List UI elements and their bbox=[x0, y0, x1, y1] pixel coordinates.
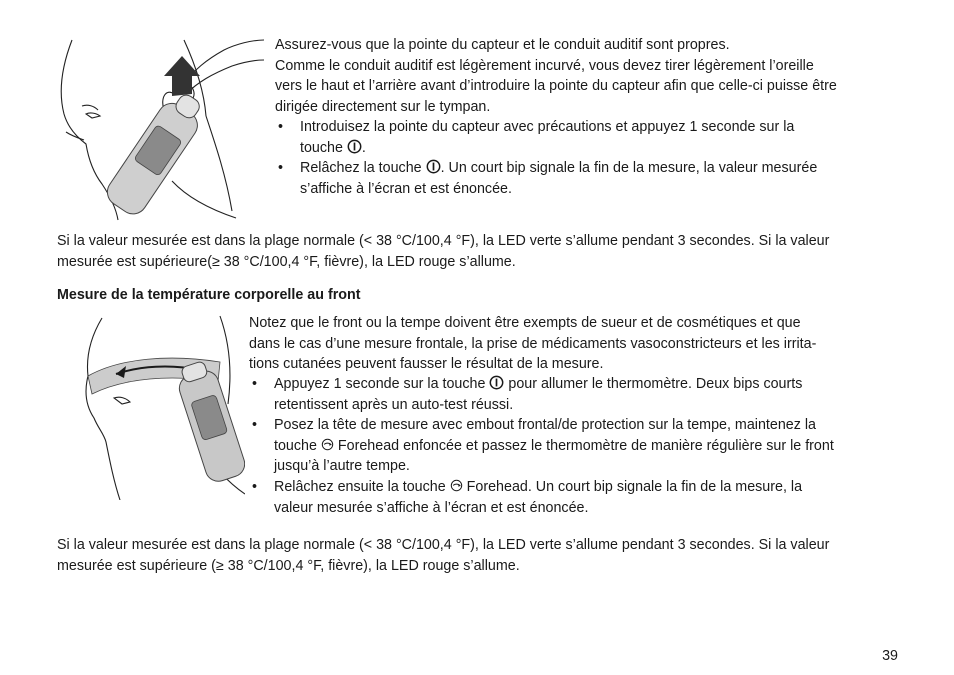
list-item bbox=[249, 374, 834, 415]
ear-result-line: mesurée est supérieure(≥ 38 °C/100,4 °F, fièvre), la LED rouge s’allume. bbox=[57, 253, 516, 270]
list-item bbox=[249, 477, 834, 518]
forehead-bullet3-line2: valeur mesurée s’affiche à l’écran et est énoncée. bbox=[274, 499, 589, 516]
ear-intro-line: vers le haut et l’arrière avant d’introduire la pointe du capteur afin que celle-ci puisse être bbox=[275, 78, 837, 95]
forehead-bullet-list bbox=[249, 374, 834, 518]
ear-bullet1-line2 bbox=[300, 138, 817, 159]
forehead-bullet3-rest: Forehead. Un court bip signale la fin de la mesure, la bbox=[466, 478, 803, 495]
ear-intro-line: Assurez-vous que la pointe du capteur et le conduit auditif sont propres. bbox=[275, 37, 730, 53]
page-number: 39 bbox=[882, 648, 898, 664]
forehead-intro-line: tions cutanées peuvent fausser le résultat de la mesure. bbox=[249, 356, 604, 373]
ear-intro bbox=[275, 35, 837, 117]
forehead-bullet1-rest: pour allumer le thermomètre. Deux bips courts bbox=[508, 376, 803, 392]
ear-intro-line: Comme le conduit auditif est légèrement incurvé, vous devez tirer légèrement l’oreille bbox=[275, 57, 814, 74]
forehead-bullet2-rest: Forehead enfoncée et passez le thermomètre de manière régulière sur le front bbox=[337, 437, 834, 454]
ear-bullet1-text: touche bbox=[300, 139, 343, 156]
forehead-bullet2-line3: jusqu’à l’autre tempe. bbox=[274, 458, 410, 475]
power-button-icon bbox=[347, 139, 362, 154]
power-button-icon bbox=[489, 375, 504, 390]
ear-bullet2-rest: . Un court bip signale la fin de la mesure, la valeur mesurée bbox=[440, 160, 818, 177]
forehead-intro-line: dans le cas d’une mesure frontale, la prise de médicaments vasoconstricteurs et les irrita- bbox=[249, 335, 817, 352]
ear-result bbox=[57, 231, 829, 272]
forehead-result-line: mesurée est supérieure (≥ 38 °C/100,4 °F, fièvre), la LED rouge s’allume. bbox=[57, 557, 520, 574]
ear-intro-line: dirigée directement sur le tympan. bbox=[275, 98, 491, 115]
ear-bullet2-line1 bbox=[300, 158, 817, 179]
forehead-bullet2-start: touche bbox=[274, 437, 317, 454]
forehead-result bbox=[57, 535, 829, 576]
forehead-bullet2-line1: • Posez la tête de mesure avec embout frontal/de protection sur la tempe, maintenez la bbox=[274, 417, 816, 434]
forehead-bullet3-line1 bbox=[274, 477, 834, 498]
forehead-bullet1-line1 bbox=[274, 374, 834, 395]
forehead-intro-line: Notez que le front ou la tempe doivent être exempts de sueur et de cosmétiques et que bbox=[249, 315, 801, 331]
ear-bullet1-line1: • Introduisez la pointe du capteur avec précautions et appuyez 1 seconde sur la bbox=[300, 119, 795, 135]
list-item bbox=[275, 117, 817, 158]
ear-bullet-list bbox=[275, 117, 817, 199]
forehead-bullet2-line2 bbox=[274, 436, 834, 457]
ear-bullet2-line2: s’affiche à l’écran et est énoncée. bbox=[300, 180, 512, 197]
ear-bullet2-start: Relâchez la touche bbox=[300, 160, 422, 177]
ear-bullet1-end: . bbox=[361, 139, 366, 156]
list-item bbox=[275, 158, 817, 199]
forehead-result-line: Si la valeur mesurée est dans la plage normale (< 38 °C/100,4 °F), la LED verte s’allume pendant 3 secondes. Si la valeur bbox=[57, 537, 830, 553]
forehead-measurement-illustration bbox=[80, 314, 245, 500]
forehead-button-icon bbox=[321, 438, 334, 451]
ear-measurement-illustration bbox=[56, 36, 266, 221]
section-heading: Mesure de la température corporelle au front bbox=[57, 287, 361, 303]
forehead-bullet1-start: Appuyez 1 seconde sur la touche bbox=[274, 376, 486, 392]
forehead-button-icon bbox=[450, 479, 463, 492]
forehead-intro bbox=[249, 313, 816, 375]
forehead-bullet1-line2: retentissent après un auto-test réussi. bbox=[274, 396, 514, 413]
power-button-icon bbox=[426, 159, 441, 174]
ear-result-line: Si la valeur mesurée est dans la plage normale (< 38 °C/100,4 °F), la LED verte s’allume pendant 3 secondes. Si la valeur bbox=[57, 233, 830, 249]
forehead-bullet3-start: Relâchez ensuite la touche bbox=[274, 478, 446, 495]
list-item bbox=[249, 415, 834, 477]
